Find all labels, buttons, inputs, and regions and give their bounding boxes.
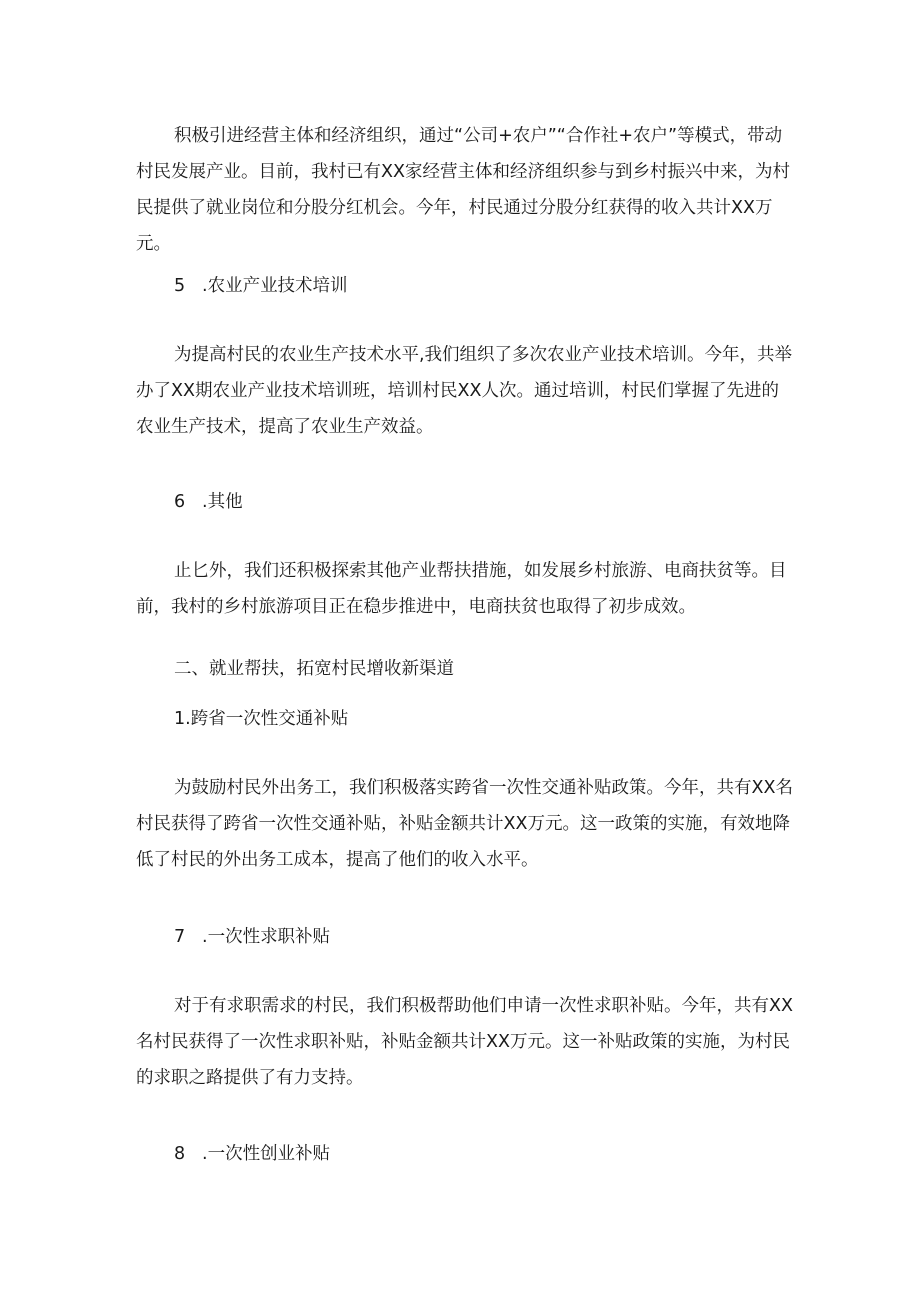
heading-number: 6 [174,492,186,512]
heading-8-startup-subsidy [136,1142,834,1166]
heading-text: .一次性创业补贴 [202,1144,331,1164]
heading-7-job-subsidy [136,925,834,949]
paragraph-other-measures: 止匕外，我们还积极探索其他产业帮扶措施，如发展乡村旅游、电商扶贫等。目前，我村的乡村旅游项目正在稳步推进中，电商扶贫也取得了初步成效。 [136,561,787,617]
paragraph-business-entities: 积极引进经营主体和经济组织，通过“公司+农户”“合作社+农户”等模式，带动村民发展产业。目前，我村已有XX家经营主体和经济组织参与到乡村振兴中来，为村民提供了就业岗位和分股分红机会。今年，村民通过分股分红获得的收入共计XX万元。 [136,126,790,254]
heading-6-other [136,490,834,514]
paragraph-job-subsidy: 对于有求职需求的村民，我们积极帮助他们申请一次性求职补贴。今年，共有XX名村民获得了一次性求职补贴，补贴金额共计XX万元。这一补贴政策的实施，为村民的求职之路提供了有力支持。 [136,996,793,1088]
paragraph-transport-subsidy: 为鼓励村民外出务工，我们积极落实跨省一次性交通补贴政策。今年，共有XX名村民获得了跨省一次性交通补贴，补贴金额共计XX万元。这一政策的实施，有效地降低了村民的外出务工成本，提高了他们的收入水平。 [136,778,793,870]
heading-text: .一次性求职补贴 [202,927,331,947]
heading-text: .其他 [202,492,243,512]
heading-number: 8 [174,1144,186,1164]
heading-5-training [136,274,834,298]
section-heading-employment: 二、就业帮扶，拓宽村民增收新渠道 [174,659,454,679]
heading-text: .农业产业技术培训 [202,276,348,296]
heading-number: 5 [174,276,186,296]
heading-1-transport-subsidy: 1.跨省一次性交通补贴 [174,709,349,729]
heading-number: 7 [174,927,186,947]
paragraph-training: 为提高村民的农业生产技术水平,我们组织了多次农业产业技术培训。今年，共举办了XX期农业产业技术培训班，培训村民XX人次。通过培训，村民们掌握了先进的农业生产技术，提高了农业生产效益。 [136,345,793,437]
